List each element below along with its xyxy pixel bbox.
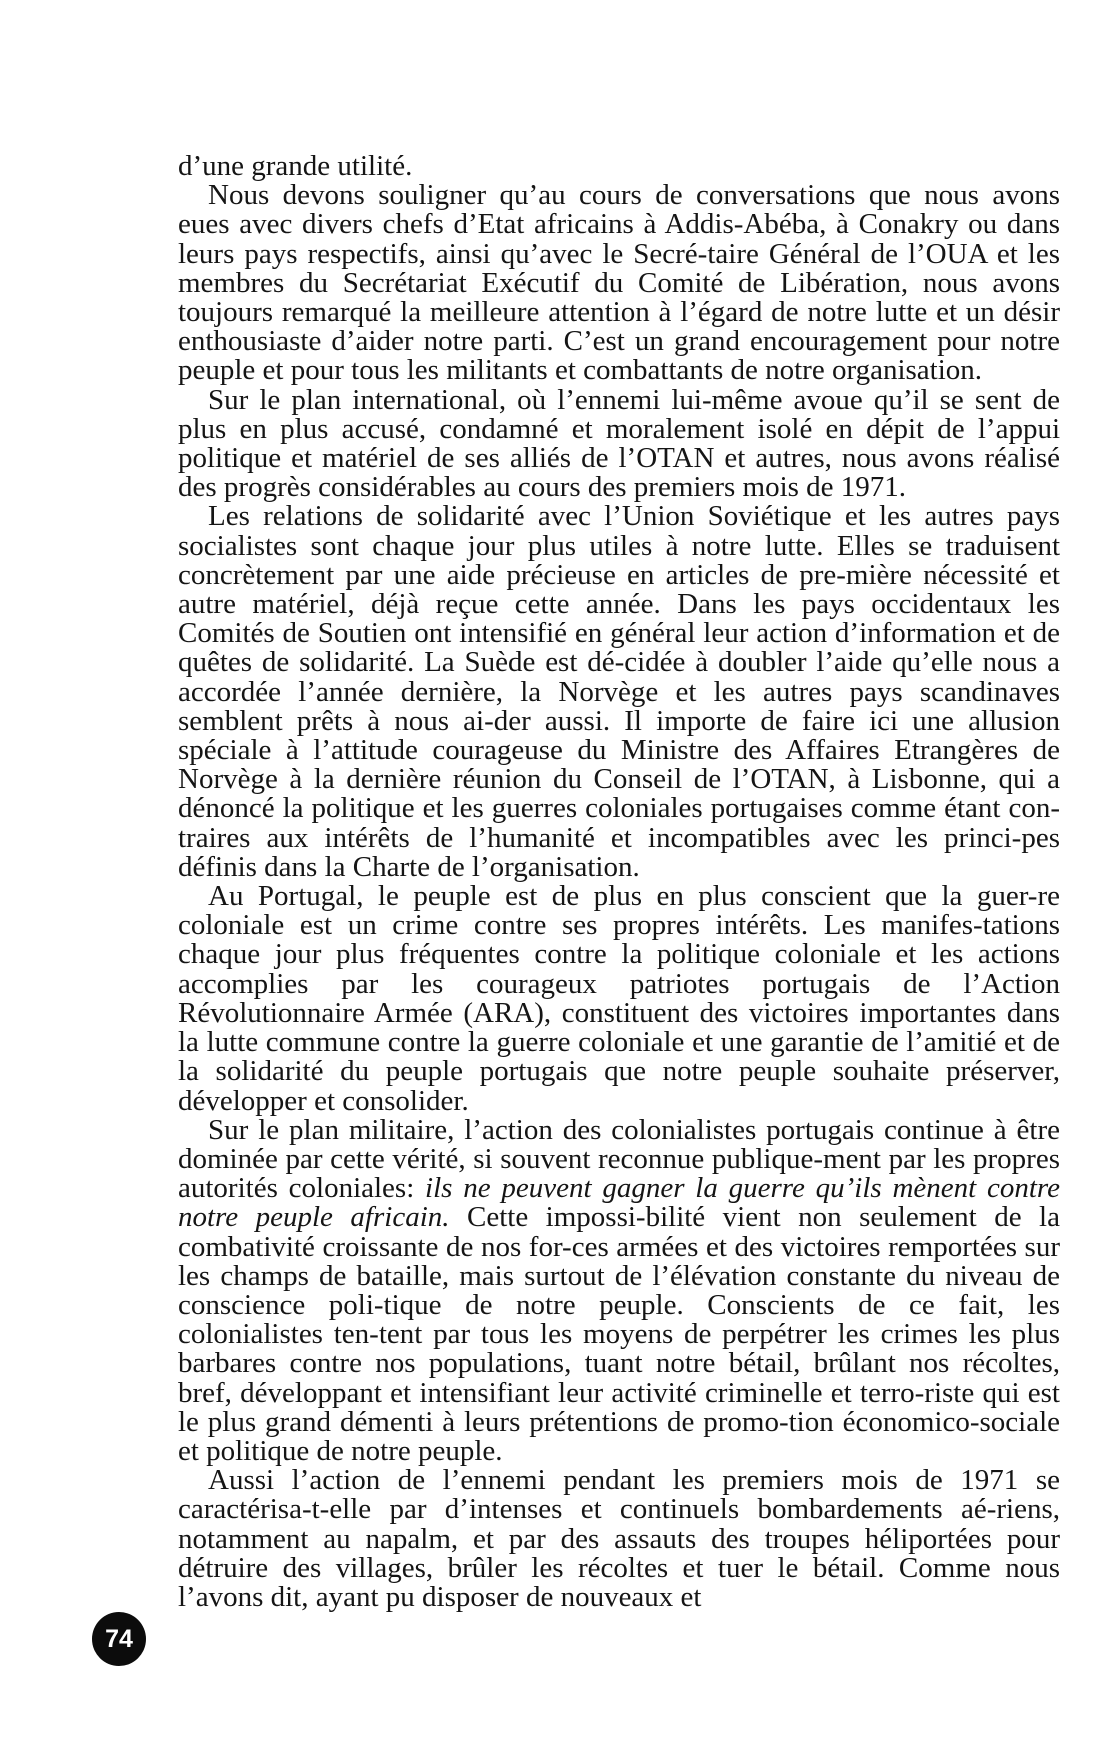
paragraph-text: Nous devons souligner qu’au cours de conversations que nous avons eues avec divers chefs d’Etat africains à Addis-Abéba, à Conakry ou dans leurs pays respectifs, ainsi qu’avec le Secré-taire Général de l’OUA et les membres du Secrétariat Exécutif du Comité de Libération, nous avons toujours remarqué la meilleure attention à l’égard de notre lutte et un désir enthousiaste d’aider notre parti. C’est un grand encouragement pour notre peuple et pour tous les militants et combattants de notre organisation.: [178, 179, 1060, 387]
paragraph-text: d’une grande utilité.: [178, 150, 413, 182]
text-column: [178, 152, 1060, 1612]
paragraph: [178, 383, 1060, 504]
paragraph-text: Cette impossi-bilité vient non seulement de la combativité croissante de nos for-ces armées et des victoires remportées sur les champs de bataille, mais surtout de l’élévation constante du niveau de conscience poli-tique de notre peuple. Conscients de ce fait, les colonialistes ten-tent par tous les moyens de perpétrer les crimes les plus barbares contre nos populations, tuant notre bétail, brûlant nos récoltes, bref, développant et intensifiant leur activité criminelle et terro-riste qui est le plus grand démenti à leurs prétentions de promo-tion économico-sociale et politique de notre peuple.: [178, 1201, 1060, 1467]
paragraph: [178, 152, 1060, 181]
paragraph-text: Sur le plan international, où l’ennemi lui-même avoue qu’il se sent de plus en plus accusé, condamné et moralement isolé en dépit de l’appui politique et matériel de ses alliés de l’OTAN et autres, nous avons réalisé des progrès considérables au cours des premiers mois de 1971.: [178, 383, 1060, 504]
italic-quote: ils ne peuvent gagner la guerre qu’ils mènent contre notre peuple africain.: [178, 1172, 1060, 1234]
paragraph: [178, 882, 1060, 1116]
paragraph: [178, 1466, 1060, 1612]
paragraph: [178, 502, 1060, 882]
paragraph: [178, 181, 1060, 385]
paragraph-text: Aussi l’action de l’ennemi pendant les premiers mois de 1971 se caractérisa-t-elle par d’intenses et continuels bombardements aé-riens, notamment au napalm, et par des assauts des troupes héliportées pour détruire des villages, brûler les récoltes et tuer le bétail. Comme nous l’avons dit, ayant pu disposer de nouveaux et: [178, 1464, 1060, 1613]
paragraph: [178, 1113, 1060, 1467]
page-number: 74: [92, 1612, 146, 1666]
paragraph-text: Sur le plan militaire, l’action des colonialistes portugais continue à être dominée par cette vérité, si souvent reconnue publique-ment par les propres autorités coloniales:: [178, 1113, 1060, 1205]
paragraph-text: Les relations de solidarité avec l’Union Soviétique et les autres pays socialistes sont chaque jour plus utiles à notre lutte. Elles se traduisent concrètement par une aide précieuse en articles de pre-mière nécessité et autre matériel, déjà reçue cette année. Dans les pays occidentaux les Comités de Soutien ont intensifié en général leur action d’information et de quêtes de solidarité. La Suède est dé-cidée à doubler l’aide qu’elle nous a accordée l’année dernière, la Norvège et les autres pays scandinaves semblent prêts à nous ai-der aussi. Il importe de faire ici une allusion spéciale à l’attitude courageuse du Ministre des Affaires Etrangères de Norvège à la dernière réunion du Conseil de l’OTAN, à Lisbonne, qui a dénoncé la politique et les guerres coloniales portugaises comme étant con-traires aux intérêts de l’humanité et incompatibles avec les princi-pes définis dans la Charte de l’organisation.: [178, 500, 1060, 883]
paragraph-text: Au Portugal, le peuple est de plus en plus conscient que la guer-re coloniale est un crime contre ses propres intérêts. Les manifes-tations chaque jour plus fréquentes contre la politique coloniale et les actions accomplies par les courageux patriotes portugais de l’Action Révolutionnaire Armée (ARA), constituent des victoires importantes dans la lutte commune contre la guerre coloniale et une garantie de l’amitié et de la solidarité du peuple portugais que notre peuple souhaite préserver, développer et consolider.: [178, 880, 1060, 1117]
